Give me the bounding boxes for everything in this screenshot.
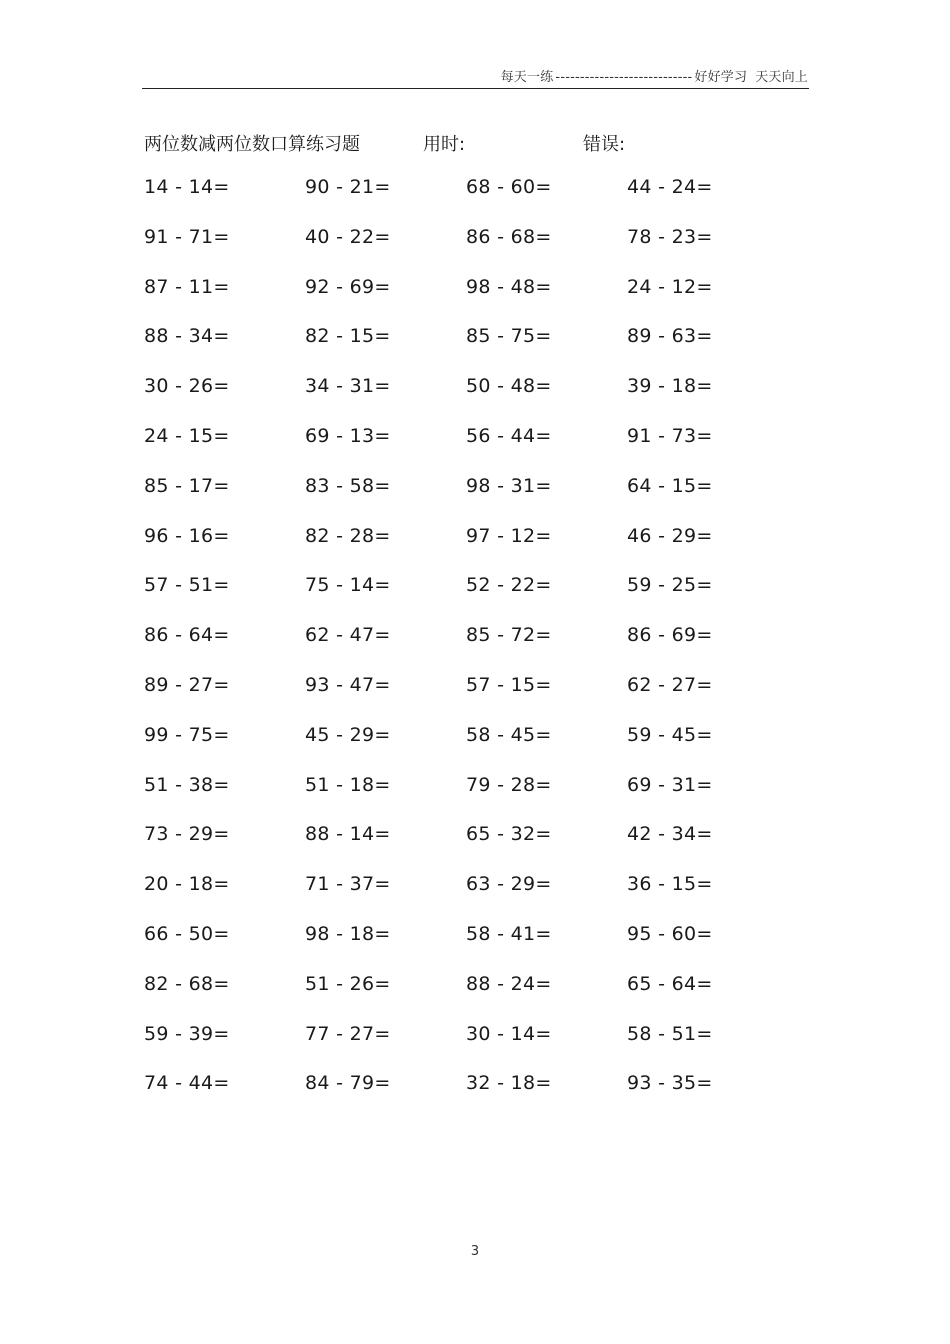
problem-item: 92 - 69= <box>305 275 391 298</box>
problem-item: 88 - 14= <box>305 823 391 846</box>
problem-item: 83 - 58= <box>305 474 391 497</box>
problem-item: 97 - 12= <box>466 524 552 547</box>
problem-item: 56 - 44= <box>466 424 552 447</box>
problem-item: 24 - 12= <box>627 275 713 298</box>
problem-item: 74 - 44= <box>144 1072 230 1095</box>
problem-item: 98 - 48= <box>466 275 552 298</box>
problem-item: 68 - 60= <box>466 176 552 198</box>
problem-item: 98 - 31= <box>466 474 552 497</box>
problem-item: 71 - 37= <box>305 873 391 896</box>
problem-item: 65 - 32= <box>466 823 552 846</box>
problem-item: 46 - 29= <box>627 524 713 547</box>
problem-item: 86 - 64= <box>144 624 230 647</box>
problem-item: 57 - 51= <box>144 574 230 597</box>
page-number: 3 <box>470 1244 480 1259</box>
header-right-text-1: 好好学习 <box>694 70 748 85</box>
problem-item: 24 - 15= <box>144 424 230 447</box>
problem-item: 82 - 68= <box>144 972 230 995</box>
problem-item: 65 - 64= <box>627 972 713 995</box>
header-left-text: 每天一练 <box>500 70 554 85</box>
problem-item: 58 - 41= <box>466 922 552 945</box>
problem-item: 75 - 14= <box>305 574 391 597</box>
problem-item: 69 - 13= <box>305 424 391 447</box>
page-header <box>501 66 808 85</box>
header-separator: ---------------------------- <box>555 70 693 85</box>
problem-item: 30 - 14= <box>466 1022 552 1045</box>
problem-item: 85 - 75= <box>466 325 552 348</box>
problem-item: 64 - 15= <box>627 474 713 497</box>
header-rule <box>142 88 809 89</box>
problem-item: 91 - 71= <box>144 225 230 248</box>
problem-item: 44 - 24= <box>627 176 713 198</box>
problem-item: 88 - 24= <box>466 972 552 995</box>
errors-label: 错误: <box>583 134 626 155</box>
problem-item: 91 - 73= <box>627 424 713 447</box>
problem-item: 93 - 47= <box>305 673 391 696</box>
worksheet-title: 两位数减两位数口算练习题 <box>144 134 360 155</box>
problem-item: 93 - 35= <box>627 1072 713 1095</box>
problem-item: 90 - 21= <box>305 176 391 198</box>
problem-item: 98 - 18= <box>305 922 391 945</box>
problem-item: 51 - 26= <box>305 972 391 995</box>
problem-item: 96 - 16= <box>144 524 230 547</box>
problem-item: 99 - 75= <box>144 723 230 746</box>
problem-item: 69 - 31= <box>627 773 713 796</box>
header-right-text-2: 天天向上 <box>755 70 808 85</box>
problem-item: 66 - 50= <box>144 922 230 945</box>
problem-item: 30 - 26= <box>144 375 230 398</box>
problem-item: 42 - 34= <box>627 823 713 846</box>
title-row <box>144 130 804 156</box>
problem-item: 39 - 18= <box>627 375 713 398</box>
problem-item: 51 - 18= <box>305 773 391 796</box>
problem-item: 34 - 31= <box>305 375 391 398</box>
problem-item: 84 - 79= <box>305 1072 391 1095</box>
problem-item: 32 - 18= <box>466 1072 552 1095</box>
problem-item: 87 - 11= <box>144 275 230 298</box>
problem-item: 36 - 15= <box>627 873 713 896</box>
problem-item: 59 - 39= <box>144 1022 230 1045</box>
problem-item: 58 - 51= <box>627 1022 713 1045</box>
time-label: 用时: <box>423 134 466 155</box>
problem-item: 50 - 48= <box>466 375 552 398</box>
problem-item: 85 - 72= <box>466 624 552 647</box>
problem-item: 59 - 25= <box>627 574 713 597</box>
problem-item: 78 - 23= <box>627 225 713 248</box>
problem-item: 63 - 29= <box>466 873 552 896</box>
problem-item: 40 - 22= <box>305 225 391 248</box>
problem-item: 85 - 17= <box>144 474 230 497</box>
problem-item: 14 - 14= <box>144 176 230 198</box>
problem-item: 86 - 69= <box>627 624 713 647</box>
problem-item: 62 - 27= <box>627 673 713 696</box>
problem-item: 62 - 47= <box>305 624 391 647</box>
problem-item: 82 - 28= <box>305 524 391 547</box>
problem-item: 58 - 45= <box>466 723 552 746</box>
problem-item: 45 - 29= <box>305 723 391 746</box>
problem-item: 88 - 34= <box>144 325 230 348</box>
problem-item: 89 - 63= <box>627 325 713 348</box>
problem-item: 59 - 45= <box>627 723 713 746</box>
problem-item: 77 - 27= <box>305 1022 391 1045</box>
problem-item: 79 - 28= <box>466 773 552 796</box>
problem-item: 73 - 29= <box>144 823 230 846</box>
problem-item: 82 - 15= <box>305 325 391 348</box>
problem-item: 95 - 60= <box>627 922 713 945</box>
problem-item: 57 - 15= <box>466 673 552 696</box>
problem-item: 86 - 68= <box>466 225 552 248</box>
problem-item: 52 - 22= <box>466 574 552 597</box>
problem-item: 20 - 18= <box>144 873 230 896</box>
problem-item: 89 - 27= <box>144 673 230 696</box>
problem-item: 51 - 38= <box>144 773 230 796</box>
